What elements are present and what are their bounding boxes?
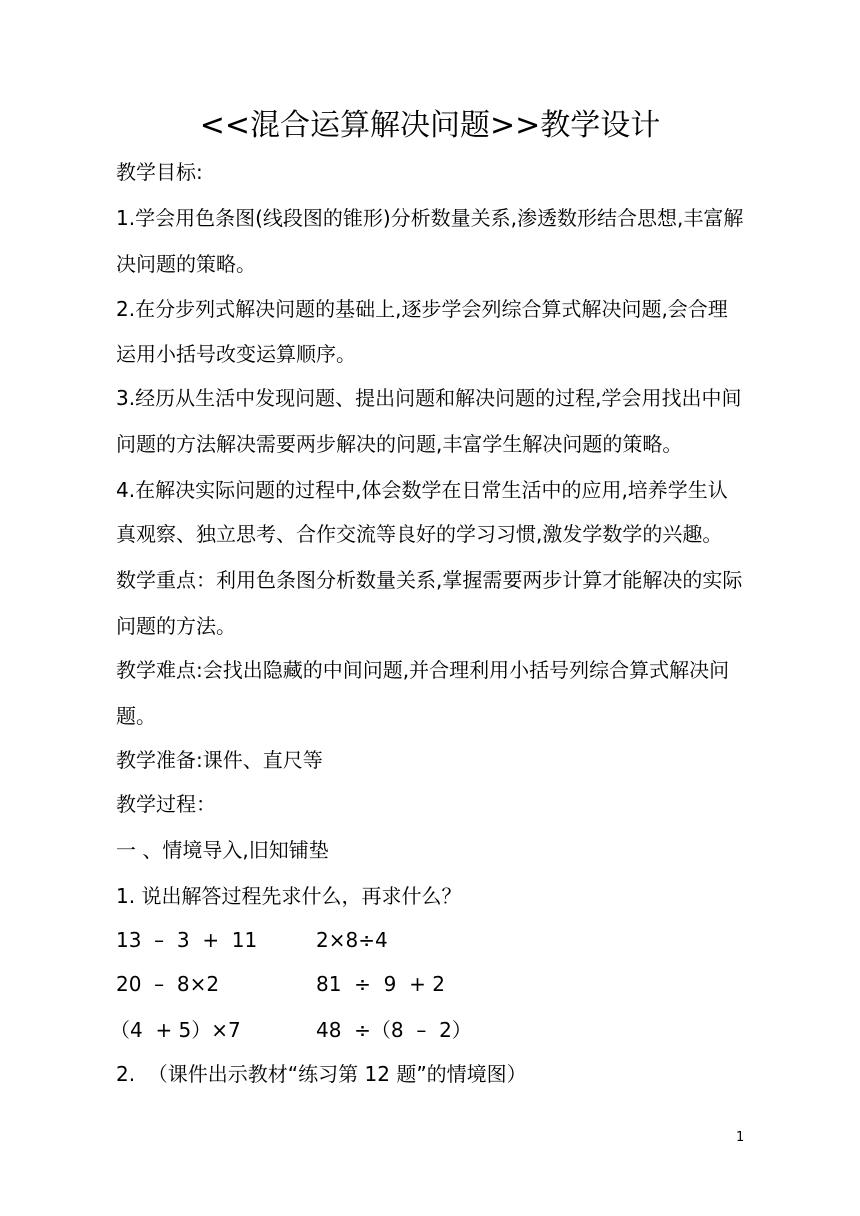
paragraph-line: 题。	[116, 704, 156, 728]
expression-right: 81 ÷ 9 + 2	[316, 972, 445, 996]
paragraph-line: 决问题的策略。	[116, 252, 256, 276]
paragraph-line: 3.经历从生活中发现问题、提出问题和解决问题的过程,学会用找出中间	[116, 386, 742, 410]
paragraph-line: 教学目标:	[116, 160, 203, 184]
paragraph-line: 教学准备:课件、直尺等	[116, 748, 323, 772]
expression-right: 48 ÷（8 – 2）	[316, 1018, 472, 1042]
paragraph-line: 2. （课件出示教材“练习第 12 题”的情境图）	[116, 1062, 527, 1086]
paragraph-line: 数学重点：利用色条图分析数量关系,掌握需要两步计算才能解决的实际	[116, 568, 743, 592]
expression-left: 20 – 8×2	[116, 972, 220, 996]
paragraph-line: 2.在分步列式解决问题的基础上,逐步学会列综合算式解决问题,会合理	[116, 297, 728, 321]
paragraph-line: 教学难点:会找出隐藏的中间问题,并合理利用小括号列综合算式解决问	[116, 658, 730, 682]
paragraph-line: 1.学会用色条图(线段图的锥形)分析数量关系,渗透数形结合思想,丰富解	[116, 206, 744, 230]
paragraph-line: 4.在解决实际问题的过程中,体会数学在日常生活中的应用,培养学生认	[116, 478, 728, 502]
paragraph-line: 运用小括号改变运算顺序。	[116, 342, 356, 366]
expression-left: （4 + 5）×7	[110, 1018, 241, 1042]
expression-row	[110, 1016, 750, 1044]
paragraph-line: 1. 说出解答过程先求什么，再求什么？	[116, 884, 462, 908]
section-heading: 一 、情境导入,旧知铺垫	[116, 838, 329, 862]
page-number: 1	[736, 1130, 745, 1145]
expression-right: 2×8÷4	[316, 928, 388, 952]
paragraph-line: 问题的方法。	[116, 614, 236, 638]
paragraph-line: 教学过程：	[116, 792, 216, 816]
expression-row	[116, 970, 756, 998]
paragraph-line: 问题的方法解决需要两步解决的问题,丰富学生解决问题的策略。	[116, 432, 683, 456]
expression-left: 13 – 3 + 11	[116, 928, 258, 952]
document-title: <<混合运算解决问题>>教学设计	[199, 108, 661, 143]
paragraph-line: 真观察、独立思考、合作交流等良好的学习习惯,激发学数学的兴趣。	[116, 522, 723, 546]
expression-row	[116, 926, 756, 954]
